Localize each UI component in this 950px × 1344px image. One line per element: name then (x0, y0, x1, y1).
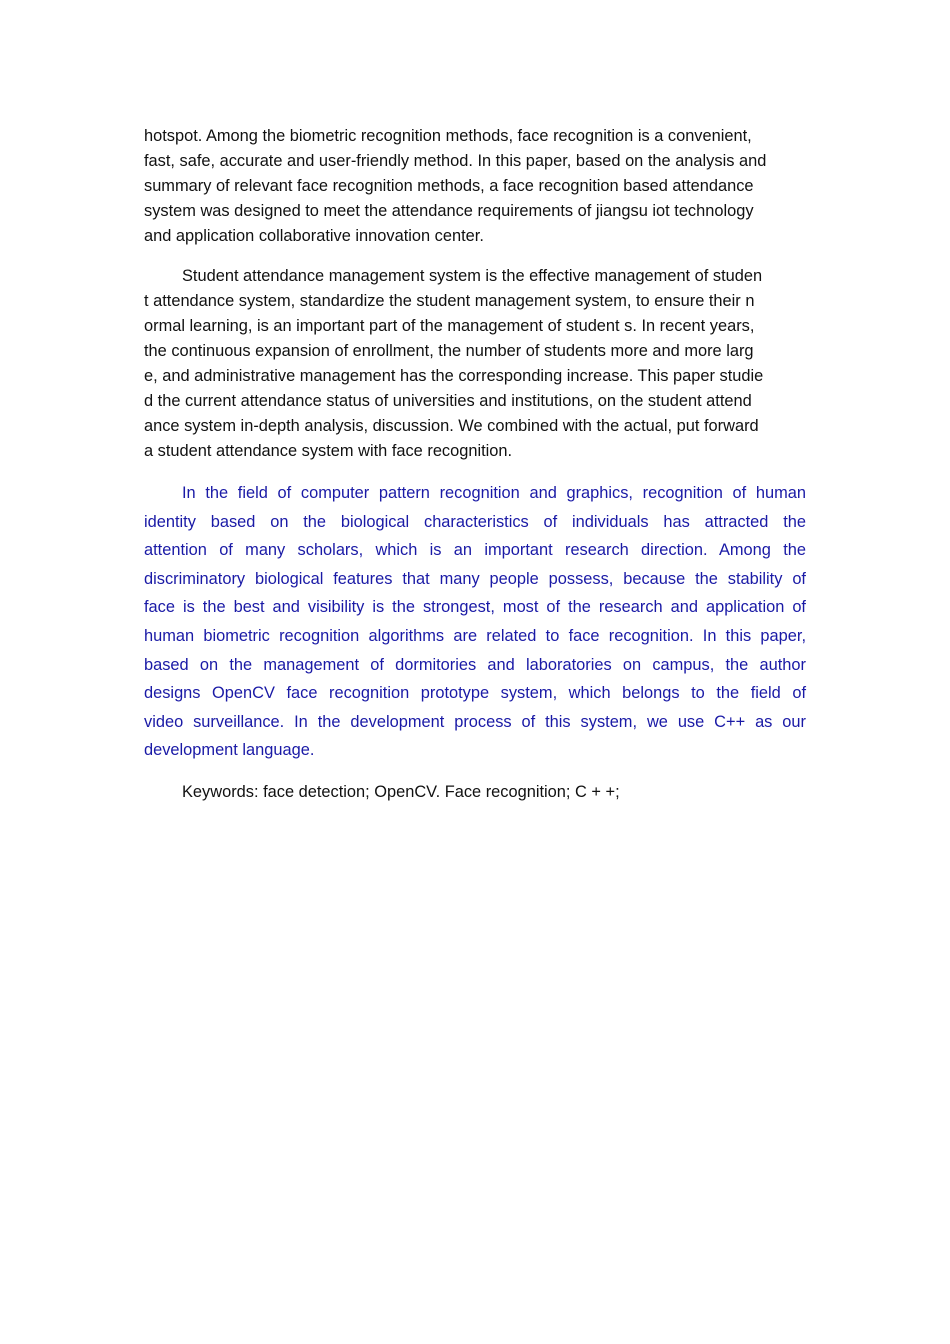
text-line: face is the best and visibility is the strongest, most of the research and application of (144, 598, 806, 617)
keywords-line (144, 780, 806, 805)
text-line: ance system in-depth analysis, discussion. We combined with the actual, put forward (144, 417, 759, 435)
paragraph-abstract-continued (144, 124, 806, 249)
text-line: system was designed to meet the attendance requirements of jiangsu iot technology (144, 202, 754, 220)
text-line: hotspot. Among the biometric recognition methods, face recognition is a convenient, (144, 127, 752, 145)
text-line: d the current attendance status of universities and institutions, on the student attend (144, 392, 752, 410)
text-line: discriminatory biological features that many people possess, because the stability of (144, 569, 806, 588)
text-line: t attendance system, standardize the student management system, to ensure their n (144, 292, 755, 310)
text-line: Student attendance management system is the effective management of studen (182, 267, 763, 285)
text-line: based on the management of dormitories and laboratories on campus, the author (144, 655, 806, 674)
text-line: fast, safe, accurate and user-friendly method. In this paper, based on the analysis and (144, 152, 767, 170)
text-line: a student attendance system with face recognition. (144, 442, 513, 460)
text-line: human biometric recognition algorithms are related to face recognition. In this paper, (144, 626, 806, 645)
text-line: identity based on the biological characteristics of individuals has attracted the (144, 512, 806, 531)
text-line: attention of many scholars, which is an important research direction. Among the (144, 541, 806, 560)
text-line: the continuous expansion of enrollment, the number of students more and more larg (144, 342, 754, 360)
document-page (144, 124, 806, 805)
keywords-text: Keywords: face detection; OpenCV. Face recognition; C + +; (182, 782, 620, 801)
text-line: video surveillance. In the development process of this system, we use C++ as our (144, 712, 806, 731)
text-line: e, and administrative management has the corresponding increase. This paper studie (144, 367, 764, 385)
paragraph-pattern-recognition (144, 479, 806, 765)
paragraph-attendance-system (144, 264, 806, 464)
text-line: and application collaborative innovation center. (144, 227, 484, 245)
text-line: summary of relevant face recognition methods, a face recognition based attendance (144, 177, 754, 195)
text-line: ormal learning, is an important part of the management of student s. In recent years, (144, 317, 755, 335)
text-line: In the field of computer pattern recognition and graphics, recognition of human (182, 484, 806, 502)
text-line: designs OpenCV face recognition prototype system, which belongs to the field of (144, 684, 806, 703)
text-line: development language. (144, 741, 315, 760)
